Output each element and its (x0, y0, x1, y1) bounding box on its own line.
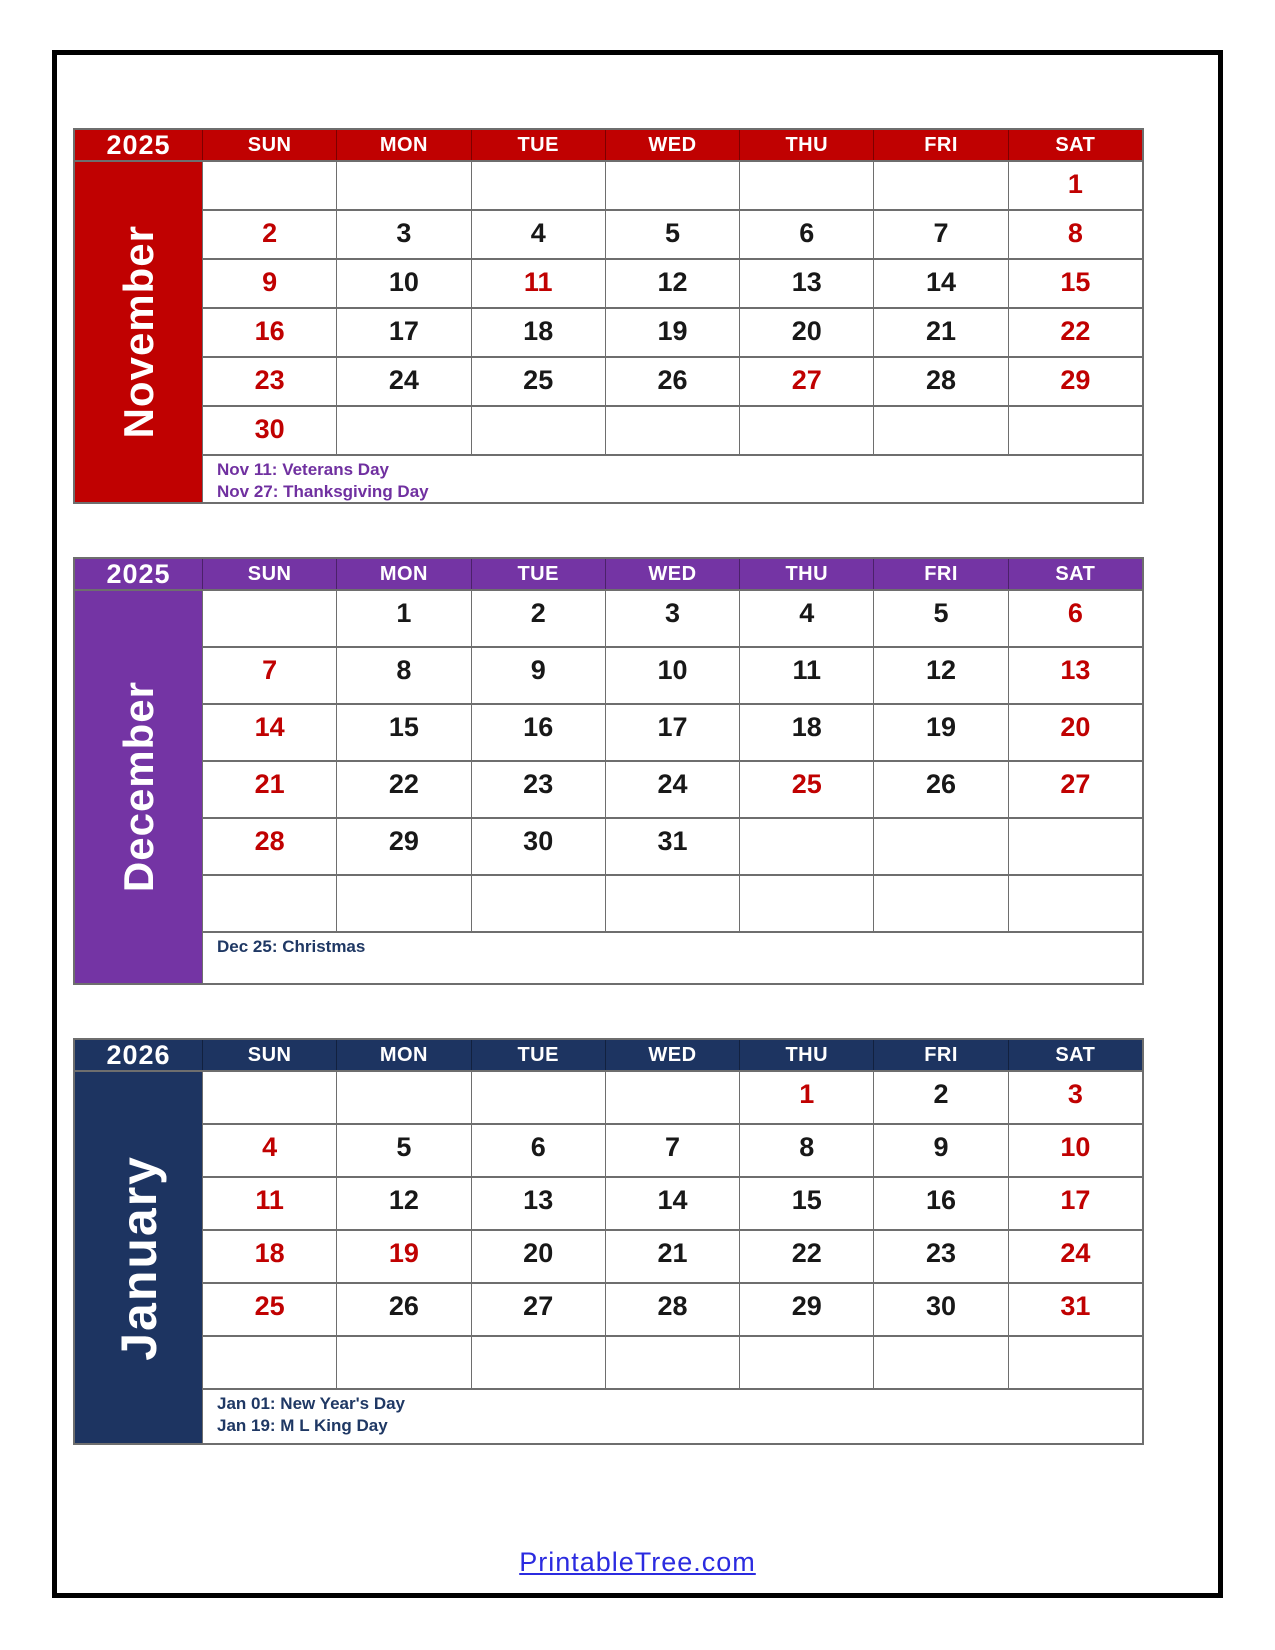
date-cell-empty (202, 160, 336, 209)
date-cell-empty (739, 817, 873, 874)
date-cell-jan-3: 3 (1008, 1070, 1142, 1123)
date-cell-dec-20: 20 (1008, 703, 1142, 760)
weekday-header-wed: WED (605, 1040, 739, 1070)
date-cell-jan-28: 28 (605, 1282, 739, 1335)
month-calendar-november (73, 128, 1144, 504)
date-cell-jan-29: 29 (739, 1282, 873, 1335)
date-cell-dec-31: 31 (605, 817, 739, 874)
date-cell-dec-8: 8 (336, 646, 470, 703)
date-cell-jan-31: 31 (1008, 1282, 1142, 1335)
date-cell-nov-21: 21 (873, 307, 1007, 356)
date-cell-nov-18: 18 (471, 307, 605, 356)
date-cell-dec-1: 1 (336, 589, 470, 646)
date-cell-empty (605, 1335, 739, 1388)
weekday-header-mon: MON (336, 559, 470, 589)
date-cell-jan-15: 15 (739, 1176, 873, 1229)
month-name-sidebar (75, 160, 202, 502)
date-cell-dec-29: 29 (336, 817, 470, 874)
weekday-header-thu: THU (739, 1040, 873, 1070)
month-name-label: November (114, 225, 162, 439)
date-cell-nov-3: 3 (336, 209, 470, 258)
date-cell-dec-17: 17 (605, 703, 739, 760)
date-cell-jan-20: 20 (471, 1229, 605, 1282)
date-cell-nov-25: 25 (471, 356, 605, 405)
date-cell-jan-30: 30 (873, 1282, 1007, 1335)
date-cell-empty (605, 160, 739, 209)
date-cell-empty (605, 1070, 739, 1123)
date-cell-jan-19: 19 (336, 1229, 470, 1282)
month-name-label: January (110, 1154, 167, 1361)
date-cell-jan-17: 17 (1008, 1176, 1142, 1229)
weekday-header-sat: SAT (1008, 559, 1142, 589)
date-cell-nov-10: 10 (336, 258, 470, 307)
weekday-header-sat: SAT (1008, 1040, 1142, 1070)
month-holiday-notes (202, 931, 1142, 983)
date-cell-nov-14: 14 (873, 258, 1007, 307)
date-cell-jan-5: 5 (336, 1123, 470, 1176)
date-cell-dec-30: 30 (471, 817, 605, 874)
footer (57, 1547, 1218, 1578)
date-cell-jan-21: 21 (605, 1229, 739, 1282)
date-cell-jan-2: 2 (873, 1070, 1007, 1123)
date-cell-empty (873, 1335, 1007, 1388)
date-cell-nov-6: 6 (739, 209, 873, 258)
date-cell-empty (1008, 874, 1142, 931)
weekday-header-fri: FRI (873, 130, 1007, 160)
month-holiday-notes (202, 454, 1142, 502)
date-cell-dec-7: 7 (202, 646, 336, 703)
date-cell-jan-1: 1 (739, 1070, 873, 1123)
weekday-header-mon: MON (336, 1040, 470, 1070)
date-cell-empty (202, 874, 336, 931)
date-cell-empty (471, 874, 605, 931)
date-cell-nov-30: 30 (202, 405, 336, 454)
weekday-header-sun: SUN (202, 559, 336, 589)
date-cell-dec-22: 22 (336, 760, 470, 817)
date-cell-nov-9: 9 (202, 258, 336, 307)
date-cell-empty (336, 405, 470, 454)
date-cell-nov-19: 19 (605, 307, 739, 356)
month-holiday-notes (202, 1388, 1142, 1443)
date-cell-dec-11: 11 (739, 646, 873, 703)
date-cell-nov-11: 11 (471, 258, 605, 307)
date-cell-dec-9: 9 (471, 646, 605, 703)
date-cell-dec-12: 12 (873, 646, 1007, 703)
page-frame (52, 50, 1223, 1598)
date-cell-empty (739, 1335, 873, 1388)
weekday-header-mon: MON (336, 130, 470, 160)
date-cell-jan-26: 26 (336, 1282, 470, 1335)
date-cell-jan-7: 7 (605, 1123, 739, 1176)
date-cell-nov-12: 12 (605, 258, 739, 307)
date-cell-nov-29: 29 (1008, 356, 1142, 405)
holiday-note: Jan 01: New Year's Day (217, 1394, 406, 1413)
date-cell-jan-10: 10 (1008, 1123, 1142, 1176)
holiday-note: Nov 27: Thanksgiving Day (217, 482, 429, 502)
date-cell-empty (202, 589, 336, 646)
date-cell-jan-8: 8 (739, 1123, 873, 1176)
date-cell-jan-25: 25 (202, 1282, 336, 1335)
weekday-header-tue: TUE (471, 130, 605, 160)
weekday-header-thu: THU (739, 130, 873, 160)
date-cell-jan-4: 4 (202, 1123, 336, 1176)
date-cell-jan-24: 24 (1008, 1229, 1142, 1282)
month-name-label: December (114, 681, 162, 893)
date-cell-nov-17: 17 (336, 307, 470, 356)
date-cell-nov-23: 23 (202, 356, 336, 405)
date-cell-nov-16: 16 (202, 307, 336, 356)
date-cell-jan-27: 27 (471, 1282, 605, 1335)
date-cell-empty (739, 874, 873, 931)
date-cell-jan-9: 9 (873, 1123, 1007, 1176)
date-cell-dec-6: 6 (1008, 589, 1142, 646)
date-cell-empty (739, 160, 873, 209)
date-cell-nov-4: 4 (471, 209, 605, 258)
date-cell-nov-27: 27 (739, 356, 873, 405)
date-cell-empty (739, 405, 873, 454)
date-cell-nov-5: 5 (605, 209, 739, 258)
date-cell-empty (605, 874, 739, 931)
month-year-label: 2025 (75, 559, 202, 589)
date-cell-dec-5: 5 (873, 589, 1007, 646)
date-cell-empty (471, 1335, 605, 1388)
weekday-header-sun: SUN (202, 130, 336, 160)
date-cell-empty (336, 874, 470, 931)
weekday-header-wed: WED (605, 130, 739, 160)
month-calendar-december (73, 557, 1144, 985)
date-cell-empty (471, 1070, 605, 1123)
date-cell-dec-26: 26 (873, 760, 1007, 817)
date-cell-dec-18: 18 (739, 703, 873, 760)
date-cell-jan-18: 18 (202, 1229, 336, 1282)
date-cell-nov-20: 20 (739, 307, 873, 356)
date-cell-jan-6: 6 (471, 1123, 605, 1176)
date-cell-empty (605, 405, 739, 454)
date-cell-jan-13: 13 (471, 1176, 605, 1229)
date-cell-empty (202, 1335, 336, 1388)
weekday-header-sat: SAT (1008, 130, 1142, 160)
date-cell-empty (336, 1335, 470, 1388)
date-cell-nov-8: 8 (1008, 209, 1142, 258)
weekday-header-tue: TUE (471, 1040, 605, 1070)
date-cell-dec-28: 28 (202, 817, 336, 874)
holiday-note: Nov 11: Veterans Day (217, 460, 389, 479)
date-cell-empty (1008, 405, 1142, 454)
weekday-header-fri: FRI (873, 559, 1007, 589)
date-cell-dec-25: 25 (739, 760, 873, 817)
date-cell-dec-16: 16 (471, 703, 605, 760)
date-cell-dec-27: 27 (1008, 760, 1142, 817)
date-cell-nov-2: 2 (202, 209, 336, 258)
date-cell-dec-3: 3 (605, 589, 739, 646)
weekday-header-wed: WED (605, 559, 739, 589)
holiday-note: Dec 25: Christmas (217, 937, 366, 956)
date-cell-empty (873, 160, 1007, 209)
date-cell-empty (1008, 817, 1142, 874)
date-cell-nov-7: 7 (873, 209, 1007, 258)
month-name-sidebar (75, 1070, 202, 1443)
date-cell-dec-19: 19 (873, 703, 1007, 760)
date-cell-nov-28: 28 (873, 356, 1007, 405)
month-year-label: 2026 (75, 1040, 202, 1070)
date-cell-nov-22: 22 (1008, 307, 1142, 356)
date-cell-dec-15: 15 (336, 703, 470, 760)
date-cell-empty (336, 160, 470, 209)
date-cell-empty (873, 817, 1007, 874)
month-calendar-january (73, 1038, 1144, 1445)
date-cell-nov-1: 1 (1008, 160, 1142, 209)
footer-link[interactable]: PrintableTree.com (519, 1547, 756, 1577)
date-cell-jan-14: 14 (605, 1176, 739, 1229)
month-name-sidebar (75, 589, 202, 983)
date-cell-dec-10: 10 (605, 646, 739, 703)
date-cell-nov-26: 26 (605, 356, 739, 405)
date-cell-dec-4: 4 (739, 589, 873, 646)
date-cell-jan-22: 22 (739, 1229, 873, 1282)
date-cell-nov-24: 24 (336, 356, 470, 405)
date-cell-dec-21: 21 (202, 760, 336, 817)
date-cell-dec-24: 24 (605, 760, 739, 817)
weekday-header-thu: THU (739, 559, 873, 589)
date-cell-empty (471, 405, 605, 454)
date-cell-empty (202, 1070, 336, 1123)
date-cell-nov-15: 15 (1008, 258, 1142, 307)
date-cell-dec-13: 13 (1008, 646, 1142, 703)
date-cell-dec-14: 14 (202, 703, 336, 760)
date-cell-empty (873, 405, 1007, 454)
holiday-note: Jan 19: M L King Day (217, 1416, 388, 1436)
date-cell-jan-11: 11 (202, 1176, 336, 1229)
month-year-label: 2025 (75, 130, 202, 160)
date-cell-empty (873, 874, 1007, 931)
date-cell-dec-2: 2 (471, 589, 605, 646)
weekday-header-tue: TUE (471, 559, 605, 589)
date-cell-jan-16: 16 (873, 1176, 1007, 1229)
weekday-header-fri: FRI (873, 1040, 1007, 1070)
date-cell-jan-12: 12 (336, 1176, 470, 1229)
weekday-header-sun: SUN (202, 1040, 336, 1070)
date-cell-jan-23: 23 (873, 1229, 1007, 1282)
date-cell-empty (1008, 1335, 1142, 1388)
date-cell-nov-13: 13 (739, 258, 873, 307)
date-cell-empty (336, 1070, 470, 1123)
date-cell-empty (471, 160, 605, 209)
date-cell-dec-23: 23 (471, 760, 605, 817)
